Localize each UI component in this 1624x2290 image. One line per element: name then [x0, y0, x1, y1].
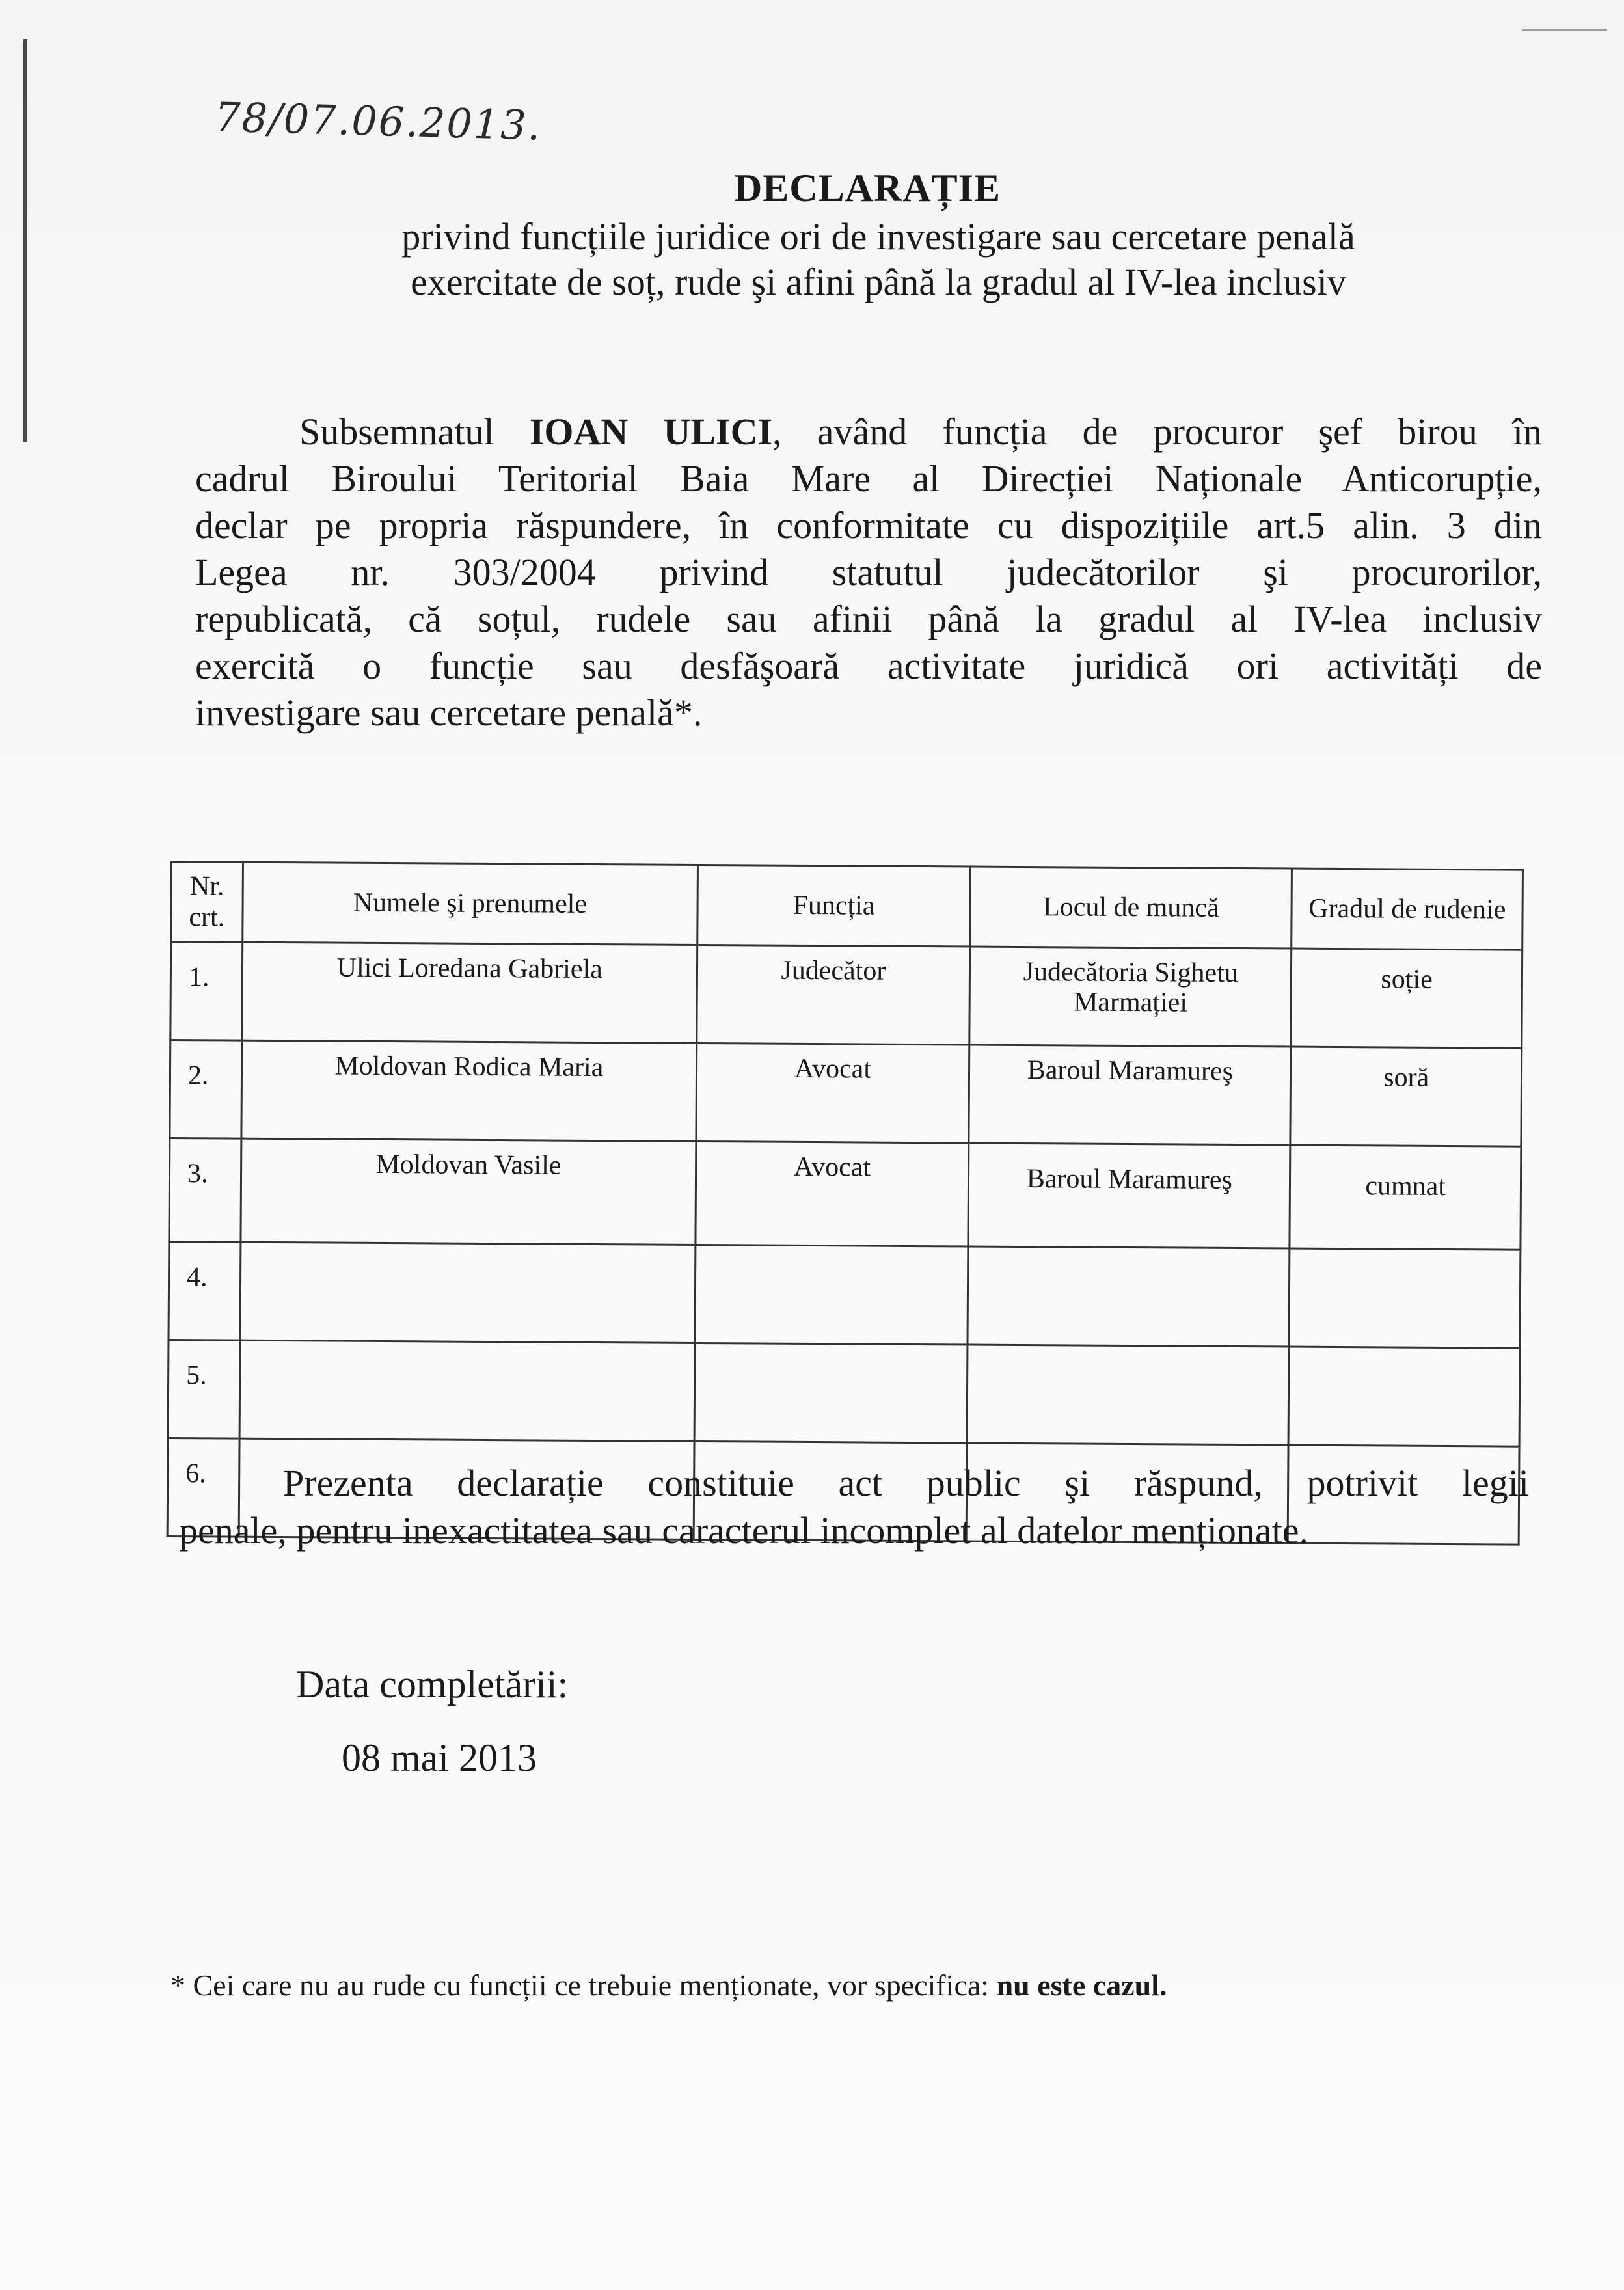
document-subtitle-line-1: privind funcțiile juridice ori de investigare sau cercetare penală [401, 215, 1355, 258]
cell-degree: soție [1291, 949, 1522, 1048]
declaration-text-1: , având funcția de procuror şef birou în [772, 411, 1542, 453]
declaration-line-6: exercită o funcție sau desfăşoară activitate juridică ori activități de [195, 645, 1542, 687]
footnote [170, 1968, 1167, 2002]
cell-degree: cumnat [1290, 1145, 1521, 1250]
header-name: Numele şi prenumele [243, 862, 698, 945]
declaration-line-2: cadrul Biroului Teritorial Baia Mare al Direcției Naționale Anticorupție, [195, 457, 1542, 500]
cell-name [239, 1340, 695, 1441]
cell-name: Ulici Loredana Gabriela [242, 942, 697, 1043]
relatives-table [167, 861, 1524, 1546]
cell-nr: 4. [169, 1241, 241, 1340]
cell-nr: 6. [167, 1438, 239, 1537]
cell-nr: 3. [169, 1138, 241, 1243]
cell-function: Judecător [697, 945, 970, 1045]
declaration-line-1 [195, 410, 1542, 454]
declaration-line-4: Legea nr. 303/2004 privind statutul judecătorilor şi procurorilor, [195, 551, 1542, 593]
document-subtitle-line-2: exercitate de soț, rude şi afini până la gradul al IV-lea inclusiv [411, 261, 1346, 303]
cell-nr: 1. [170, 942, 243, 1041]
cell-degree [1289, 1248, 1520, 1348]
cell-function [694, 1343, 968, 1443]
header-function: Funcția [697, 865, 970, 947]
table-row [169, 1138, 1521, 1250]
closing-line-2: penale, pentru inexactitatea sau caracterul incomplet al datelor menționate. [179, 1509, 1308, 1552]
closing-line-1: Prezenta declarație constituie act public şi răspund, potrivit legii [283, 1462, 1529, 1504]
date-label: Data completării: [296, 1663, 569, 1706]
footnote-emphasis: nu este cazul. [996, 1969, 1167, 2002]
cell-workplace [967, 1345, 1289, 1445]
declaration-line-3: declar pe propria răspundere, în conformitate cu dispozițiile art.5 alin. 3 din [195, 504, 1542, 546]
table-row [168, 1340, 1520, 1446]
cell-degree [1289, 1347, 1520, 1446]
cell-function: Avocat [696, 1043, 969, 1143]
scan-top-rule [1522, 29, 1607, 31]
cell-name: Moldovan Vasile [241, 1138, 696, 1245]
cell-name: Moldovan Rodica Maria [241, 1040, 697, 1141]
document-title: DECLARAȚIE [733, 167, 1001, 209]
header-workplace: Locul de muncă [970, 867, 1292, 949]
header-degree: Gradul de rudenie [1292, 869, 1522, 950]
declaration-line-7: investigare sau cercetare penală*. [195, 692, 703, 734]
cell-nr: 5. [168, 1340, 240, 1438]
cell-workplace: Baroul Maramureş [968, 1143, 1290, 1248]
cell-name [240, 1242, 696, 1343]
cell-degree: soră [1290, 1047, 1521, 1146]
footnote-text: * Cei care nu au rude cu funcții ce trebuie menționate, vor specifica: [170, 1969, 997, 2002]
cell-function [695, 1245, 968, 1345]
declaration-line-5: republicată, că soțul, rudele sau afinii până la gradul al IV-lea inclusiv [195, 598, 1542, 640]
table-row [170, 1040, 1522, 1147]
cell-workplace [968, 1246, 1290, 1347]
cell-workplace: Baroul Maramureş [969, 1045, 1291, 1145]
declarant-name: IOAN ULICI [529, 411, 773, 453]
cell-workplace: Judecătoria Sighetu Marmației [969, 947, 1292, 1047]
table-header-row [171, 862, 1523, 950]
scan-edge-mark [23, 39, 27, 442]
cell-function: Avocat [696, 1141, 969, 1246]
cell-nr: 2. [170, 1040, 242, 1139]
table-row [170, 942, 1522, 1049]
declaration-prefix: Subsemnatul [299, 411, 530, 453]
table-row [169, 1241, 1521, 1348]
date-value: 08 mai 2013 [342, 1736, 537, 1779]
header-nr: Nr. crt. [171, 862, 243, 943]
handwritten-registration-number: 78/07.06.2013. [214, 93, 543, 150]
